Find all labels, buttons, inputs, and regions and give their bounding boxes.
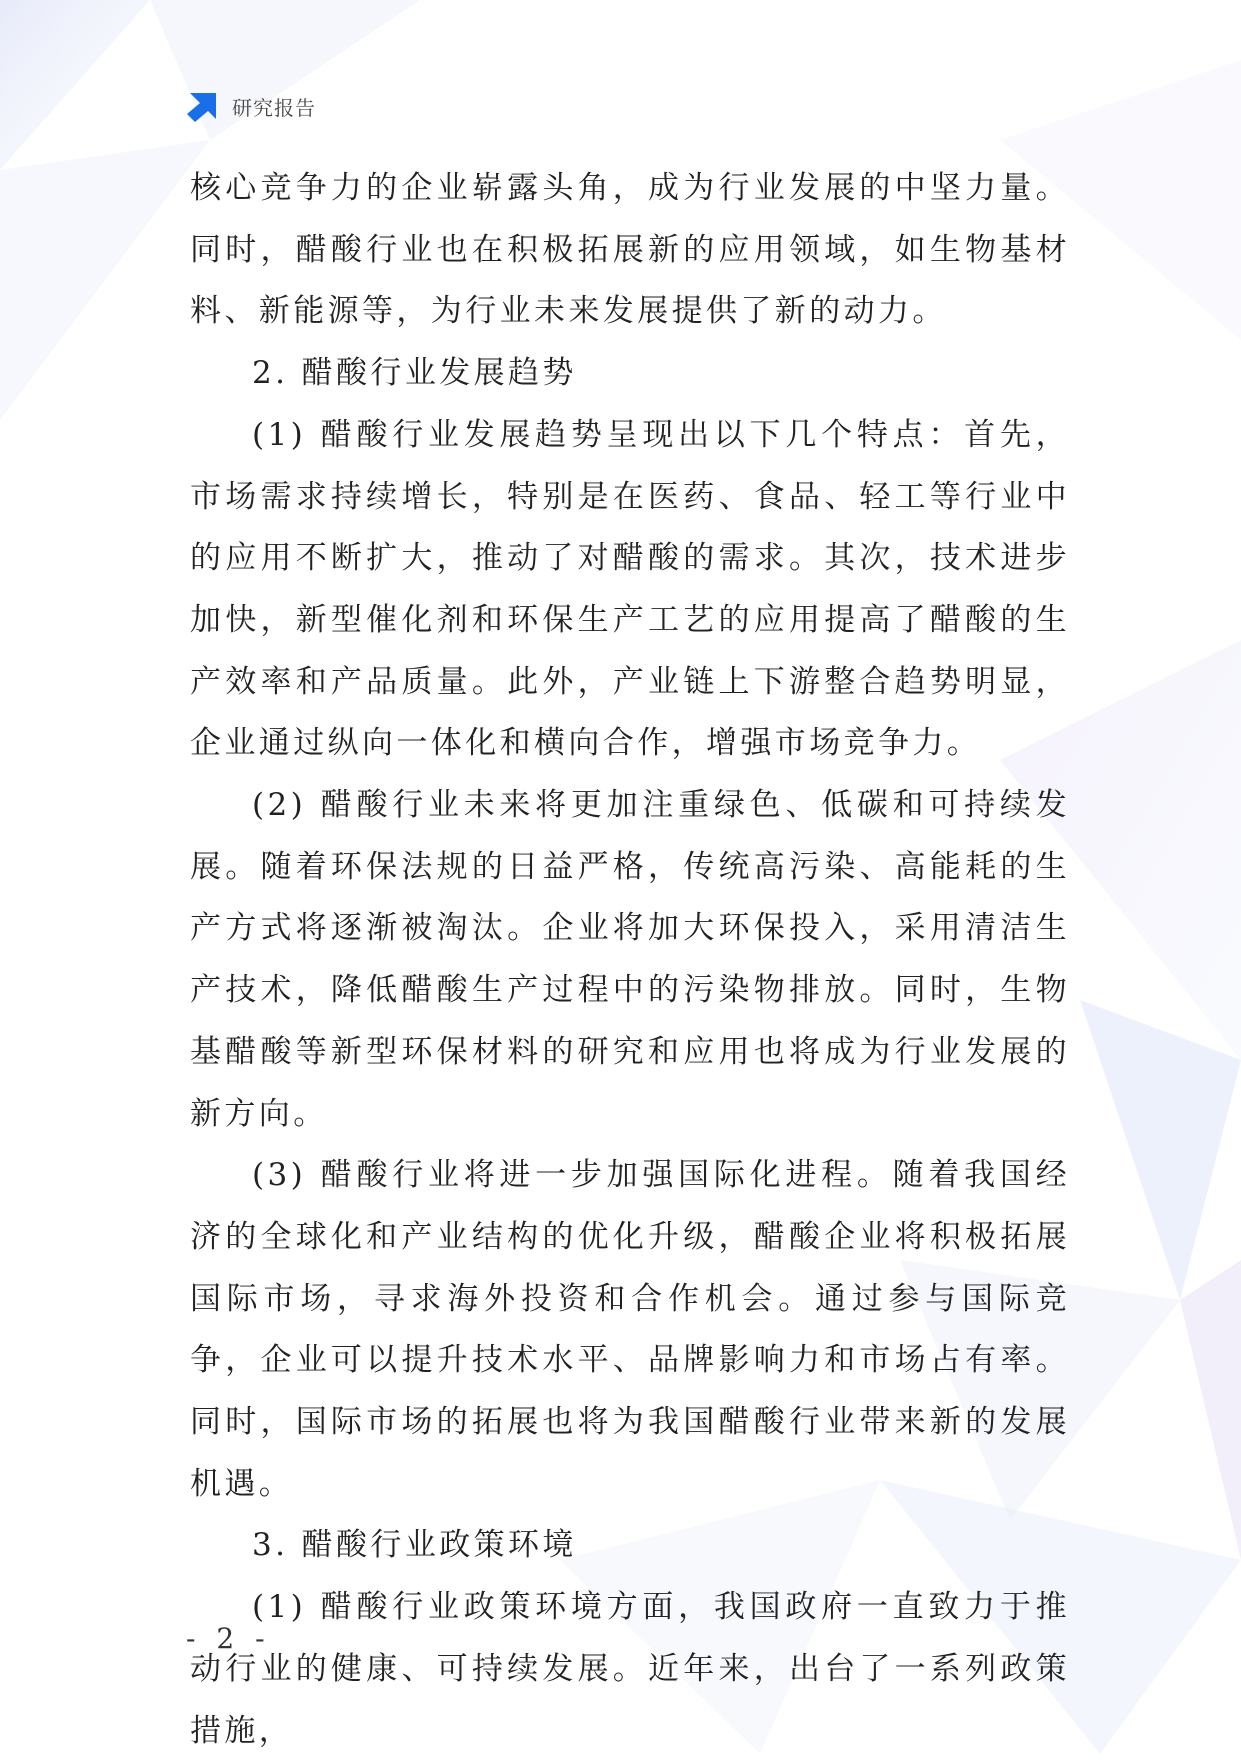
arrow-up-right-icon xyxy=(186,89,220,123)
page-header xyxy=(186,88,316,124)
section-heading-policy: 3. 醋酸行业政策环境 xyxy=(252,1527,577,1564)
paragraph-policy-1: (1) 醋酸行业政策环境方面，我国政府一直致力于推动行业的健康、可持续发展。近年来，出台了一系列政策措施， xyxy=(190,1589,1070,1749)
report-type-label: 研究报告 xyxy=(232,95,316,120)
section-heading-trends: 2. 醋酸行业发展趋势 xyxy=(252,355,577,392)
page-number: - 2 - xyxy=(186,1622,271,1655)
document-body xyxy=(190,158,1070,1762)
paragraph-trends-1: (1) 醋酸行业发展趋势呈现出以下几个特点：首先，市场需求持续增长，特别是在医药、食品、轻工等行业中的应用不断扩大，推动了对醋酸的需求。其次，技术进步加快，新型催化剂和环保生产工艺的应用提高了醋酸的生产效率和产品质量。此外，产业链上下游整合趋势明显，企业通过纵向一体化和横向合作，增强市场竞争力。 xyxy=(190,416,1070,762)
paragraph-trends-2: (2) 醋酸行业未来将更加注重绿色、低碳和可持续发展。随着环保法规的日益严格，传统高污染、高能耗的生产方式将逐渐被淘汰。企业将加大环保投入，采用清洁生产技术，降低醋酸生产过程中的污染物排放。同时，生物基醋酸等新型环保材料的研究和应用也将成为行业发展的新方向。 xyxy=(190,787,1070,1132)
paragraph-trends-3: (3) 醋酸行业将进一步加强国际化进程。随着我国经济的全球化和产业结构的优化升级，醋酸企业将积极拓展国际市场，寻求海外投资和合作机会。通过参与国际竞争，企业可以提升技术水平、品牌影响力和市场占有率。同时，国际市场的拓展也将为我国醋酸行业带来新的发展机遇。 xyxy=(190,1157,1070,1502)
paragraph-continued: 核心竞争力的企业崭露头角，成为行业发展的中坚力量。同时，醋酸行业也在积极拓展新的应用领域，如生物基材料、新能源等，为行业未来发展提供了新的动力。 xyxy=(190,170,1070,330)
